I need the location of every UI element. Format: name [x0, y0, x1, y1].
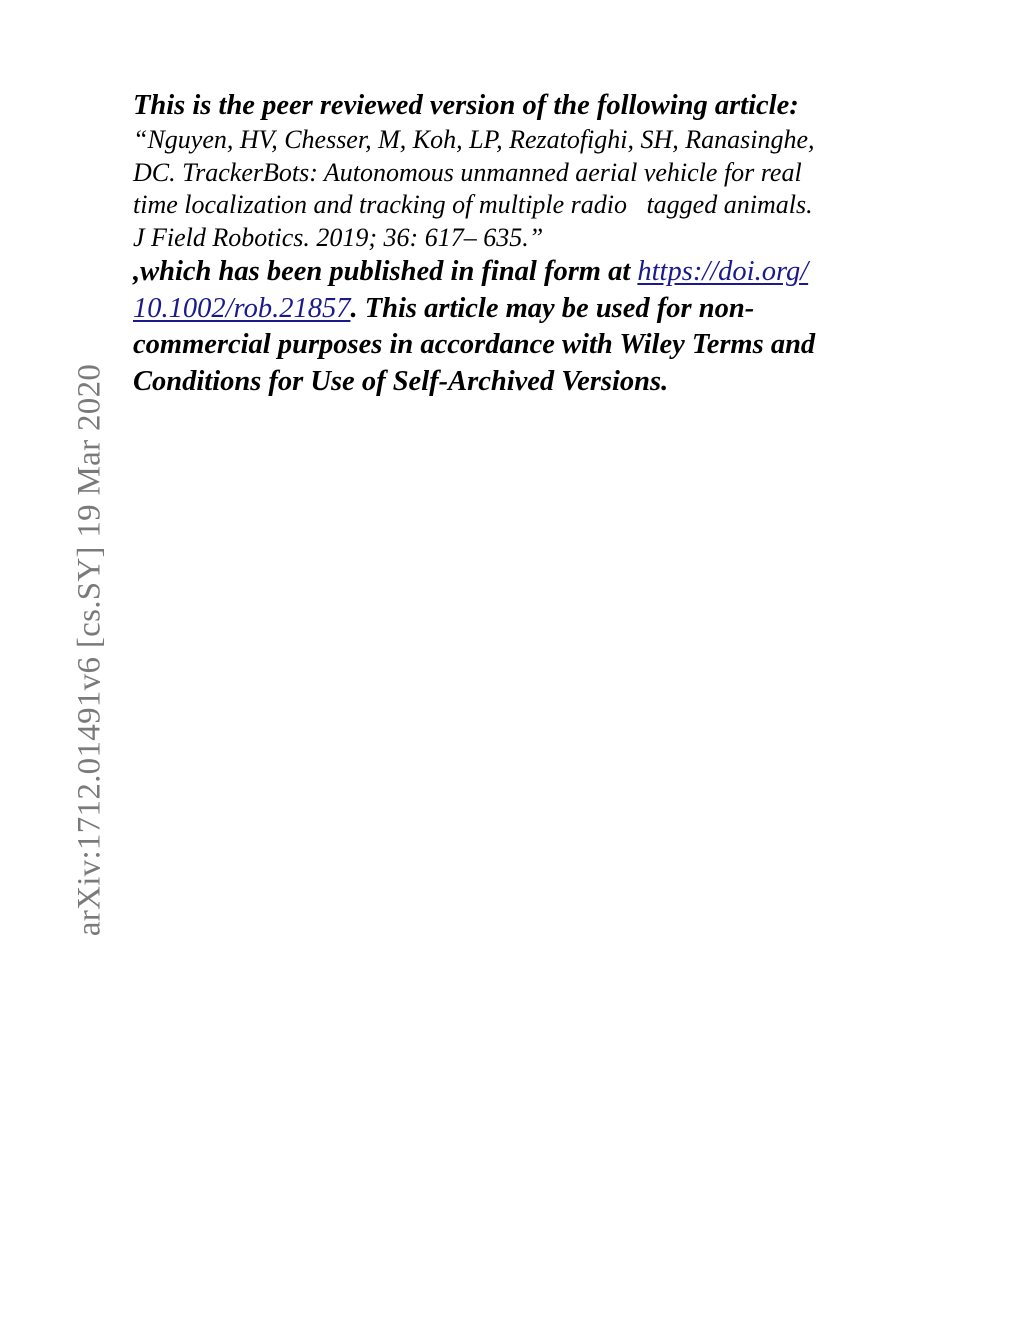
publication-notice [133, 254, 893, 400]
notice-line-4: Conditions for Use of Self-Archived Versions. [133, 365, 669, 397]
citation-line: DC. TrackerBots: Autonomous unmanned aerial vehicle for real [133, 157, 802, 187]
arxiv-identifier-stamp: arXiv:1712.01491v6 [cs.SY] 19 Mar 2020 [71, 363, 108, 937]
citation-line: J Field Robotics. 2019; 36: 617– 635.” [133, 222, 544, 252]
notice-line-1 [133, 254, 893, 291]
doi-link-continued[interactable]: 10.1002/rob.21857 [133, 292, 351, 324]
notice-line-2 [133, 291, 893, 328]
article-notice [133, 88, 893, 400]
notice-line-3: commercial purposes in accordance with Wiley Terms and [133, 329, 816, 360]
notice-lead-text: ,which has been published in final form at [133, 256, 638, 287]
doi-link[interactable]: https://doi.org/ [637, 256, 809, 287]
notice-usage-text: . This article may be used for non- [350, 292, 755, 324]
article-citation [133, 124, 893, 254]
peer-review-heading: This is the peer reviewed version of the following article: [133, 90, 799, 121]
citation-line: time localization and tracking of multiple radio tagged animals. [133, 190, 813, 219]
citation-line: “Nguyen, HV, Chesser, M, Koh, LP, Rezatofighi, SH, Ranasinghe, [133, 125, 815, 154]
